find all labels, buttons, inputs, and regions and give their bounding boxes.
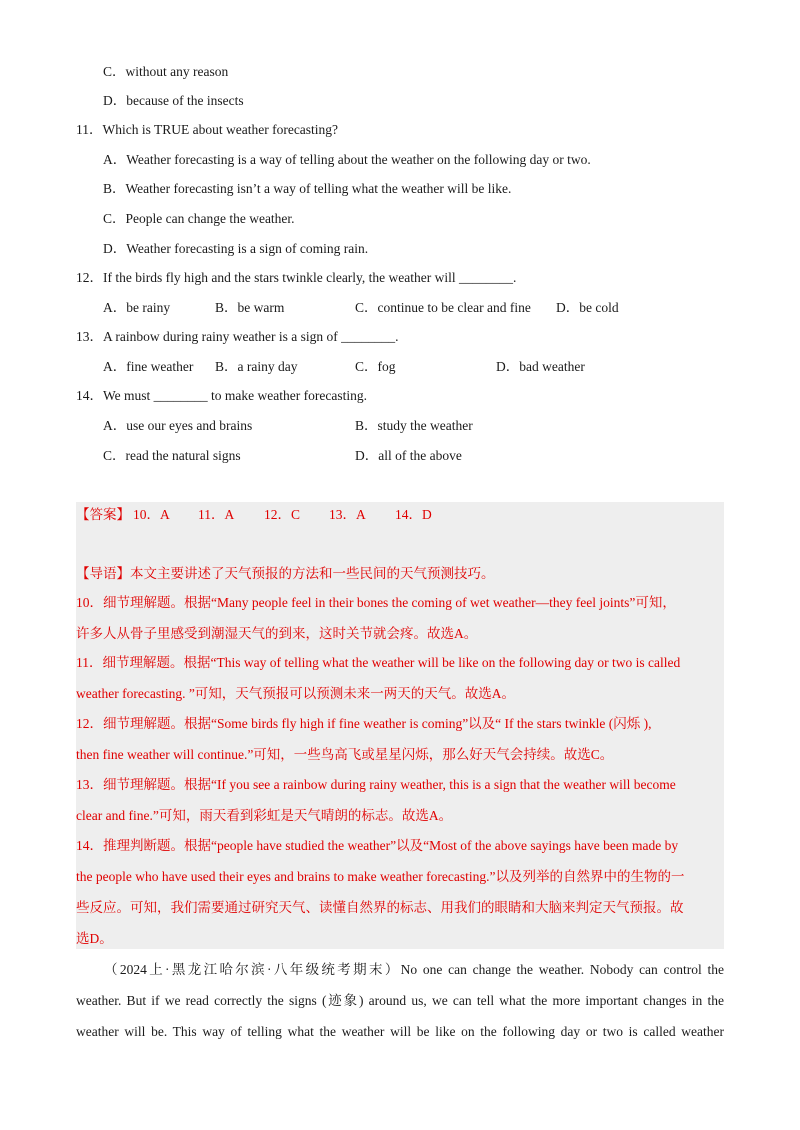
q12-option-c: C．continue to be clear and fine — [355, 300, 531, 315]
answer-item: 10．A — [133, 507, 170, 522]
q12-stem: 12．If the birds fly high and the stars twinkle clearly, the weather will ________. — [76, 270, 517, 285]
answer-label: 【答案】 — [76, 507, 130, 522]
explanation-line: 10．细节理解题。根据“Many people feel in their bones the coming of wet weather—they feel joints”可知， — [76, 595, 676, 610]
answer-item: 13．A — [329, 507, 366, 522]
q12-option-b: B．be warm — [215, 300, 285, 315]
q12-option-d: D．be cold — [556, 300, 619, 315]
q14-stem: 14．We must ________ to make weather forecasting. — [76, 388, 367, 403]
explanation-line: 12．细节理解题。根据“Some birds fly high if fine weather is coming”以及“ If the stars twinkle (闪烁 ), — [76, 716, 652, 731]
q14-option-a: A．use our eyes and brains — [103, 418, 253, 433]
q10-option-d: D．because of the insects — [103, 93, 244, 108]
q14-option-b: B．study the weather — [355, 418, 473, 433]
q14-option-c: C．read the natural signs — [103, 448, 241, 463]
explanation-line: 许多人从骨子里感受到潮湿天气的到来，这时关节就会疼。故选A。 — [76, 626, 478, 641]
q10-option-c: C．without any reason — [103, 64, 229, 79]
q11-option-a: A．Weather forecasting is a way of telling about the weather on the following day or two. — [103, 152, 591, 167]
q13-option-a: A．fine weather — [103, 359, 194, 374]
q11-option-b: B．Weather forecasting isn’t a way of telling what the weather will be like. — [103, 181, 512, 196]
answer-item: 12．C — [264, 507, 301, 522]
explanation-line: then fine weather will continue.”可知，一些鸟高飞或星星闪烁，那么好天气会持续。故选C。 — [76, 747, 614, 762]
q11-option-c: C．People can change the weather. — [103, 211, 295, 226]
explanation-line: 些反应。可知，我们需要通过研究天气、读懂自然界的标志、用我们的眼睛和大脑来判定天气预报。故 — [76, 900, 684, 915]
q13-option-d: D．bad weather — [496, 359, 585, 374]
explanation-line: 选D。 — [76, 931, 113, 946]
answer-item: 11．A — [198, 507, 235, 522]
q12-option-a: A．be rainy — [103, 300, 171, 315]
explanation-line: weather forecasting. ”可知，天气预报可以预测未来一两天的天气。故选A。 — [76, 686, 516, 701]
q13-option-b: B．a rainy day — [215, 359, 298, 374]
explanation-line: 13．细节理解题。根据“If you see a rainbow during rainy weather, this is a sign that the weather will become — [76, 777, 676, 792]
q13-option-c: C．fog — [355, 359, 396, 374]
q11-option-d: D．Weather forecasting is a sign of coming rain. — [103, 241, 369, 256]
q11-stem: 11．Which is TRUE about weather forecasting? — [76, 122, 339, 137]
answer-item: 14．D — [395, 507, 432, 522]
explanation-line: clear and fine.”可知，雨天看到彩虹是天气晴朗的标志。故选A。 — [76, 808, 453, 823]
explanation-line: 14．推理判断题。根据“people have studied the weather”以及“Most of the above sayings have been made by — [76, 838, 679, 853]
q13-stem: 13．A rainbow during rainy weather is a sign of ________. — [76, 329, 399, 344]
passage-line: weather. But if we read correctly the signs (迹象) around us, we can tell what the more important changes in the — [76, 993, 724, 1008]
passage-line: （2024上·黑龙江哈尔滨·八年级统考期末）No one can change the weather. Nobody can control the — [104, 962, 724, 977]
explanation-line: 11．细节理解题。根据“This way of telling what the weather will be like on the following day or two is called — [76, 655, 681, 670]
passage-line: weather will be. This way of telling what the weather will be like on the following day or two is called weather — [76, 1024, 724, 1039]
explanation-line: the people who have used their eyes and brains to make weather forecasting.”以及列举的自然界中的生物的一 — [76, 869, 685, 884]
explanation-intro: 【导语】本文主要讲述了天气预报的方法和一些民间的天气预测技巧。 — [76, 566, 495, 581]
q14-option-d: D．all of the above — [355, 448, 462, 463]
